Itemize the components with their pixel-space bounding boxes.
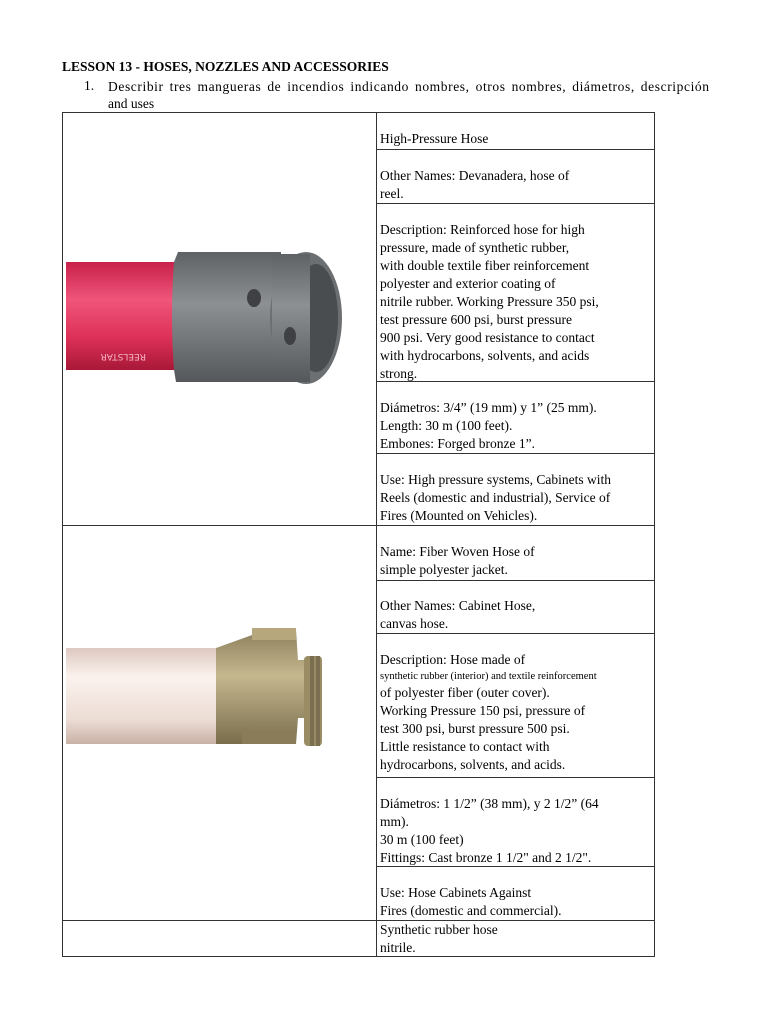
row-divider	[376, 453, 655, 454]
text-line: Length: 30 m (100 feet).	[380, 418, 513, 433]
text-line: test pressure 600 psi, burst pressure	[380, 312, 572, 327]
coupling-hole	[247, 289, 261, 307]
woven-hose-image	[66, 590, 371, 750]
text-line: Other Names: Cabinet Hose,	[380, 598, 536, 613]
text-line: Diámetros: 1 1/2” (38 mm), y 2 1/2” (64	[380, 796, 599, 811]
hose1-description	[380, 221, 650, 383]
high-pressure-hose-image	[66, 246, 371, 386]
coupling-hole	[284, 327, 296, 345]
row-divider	[376, 633, 655, 634]
hose2-description	[380, 651, 650, 774]
row-divider	[376, 203, 655, 204]
lesson-title: LESSON 13 - HOSES, NOZZLES AND ACCESSORIES	[62, 59, 389, 74]
text-line: hydrocarbons, solvents, and acids.	[380, 757, 566, 772]
text-line: Little resistance to contact with	[380, 739, 550, 754]
row-divider	[376, 777, 655, 778]
text-line: Diámetros: 3/4” (19 mm) y 1” (25 mm).	[380, 400, 597, 415]
coupling-lug	[252, 628, 296, 640]
text-line: 900 psi. Very good resistance to contact	[380, 330, 595, 345]
hose2-other-names	[380, 597, 572, 633]
hose2-diameters	[380, 795, 650, 867]
white-hose-body	[66, 648, 236, 744]
row-divider	[376, 580, 655, 581]
hose2-use	[380, 884, 580, 920]
text-line: Embones: Forged bronze 1”.	[380, 436, 535, 451]
text-line: Use: Hose Cabinets Against	[380, 885, 532, 900]
table-column-divider	[376, 112, 377, 957]
text-line: with hydrocarbons, solvents, and acids	[380, 348, 590, 363]
text-line: reel.	[380, 186, 404, 201]
question-number: 1.	[84, 78, 95, 93]
question-line-1: Describir tres mangueras de incendios indicando nombres, otros nombres, diámetros, descripción	[108, 79, 710, 94]
text-line: synthetic rubber (interior) and textile reinforcement	[380, 671, 597, 682]
coupling-lug	[242, 730, 296, 744]
text-line: Other Names: Devanadera, hose of	[380, 168, 570, 183]
text-line: Fires (domestic and commercial).	[380, 903, 562, 918]
text-line: Fittings: Cast bronze 1 1/2" and 2 1/2".	[380, 850, 592, 865]
hose1-name: High-Pressure Hose	[380, 131, 489, 146]
text-line: polyester and exterior coating of	[380, 276, 556, 291]
text-line: pressure, made of synthetic rubber,	[380, 240, 570, 255]
question-line-2: and uses	[108, 96, 155, 111]
text-line: nitrile.	[380, 940, 416, 955]
text-line: nitrile rubber. Working Pressure 350 psi,	[380, 294, 599, 309]
text-line: Working Pressure 150 psi, pressure of	[380, 703, 586, 718]
text-line: simple polyester jacket.	[380, 562, 508, 577]
text-line: Description: Reinforced hose for high	[380, 222, 585, 237]
hose2-name	[380, 543, 586, 579]
text-line: mm).	[380, 814, 409, 829]
thread-ring	[310, 656, 314, 746]
thread-ring	[316, 656, 320, 746]
text-line: Fires (Mounted on Vehicles).	[380, 508, 538, 523]
grey-coupling	[172, 252, 281, 382]
hose1-diameters	[380, 399, 650, 453]
text-line: test 300 psi, burst pressure 500 psi.	[380, 721, 570, 736]
text-line: Reels (domestic and industrial), Service of	[380, 490, 611, 505]
text-line: Description: Hose made of	[380, 652, 526, 667]
hose-section-divider	[62, 920, 655, 921]
text-line: canvas hose.	[380, 616, 449, 631]
hose-print-text: REELSTAR	[100, 351, 146, 361]
text-line: Use: High pressure systems, Cabinets with	[380, 472, 611, 487]
text-line: 30 m (100 feet)	[380, 832, 464, 847]
text-line: with double textile fiber reinforcement	[380, 258, 590, 273]
text-line: of polyester fiber (outer cover).	[380, 685, 550, 700]
text-line: strong.	[380, 366, 418, 381]
hose3-name	[380, 921, 523, 957]
row-divider	[376, 149, 655, 150]
question-text	[108, 78, 768, 112]
text-line: Name: Fiber Woven Hose of	[380, 544, 535, 559]
hose-section-divider	[62, 525, 655, 526]
hose1-other-names	[380, 167, 600, 203]
coupling-ring	[272, 254, 310, 382]
bronze-coupling	[216, 630, 308, 744]
hose1-use	[380, 471, 650, 525]
text-line: Synthetic rubber hose	[380, 922, 498, 937]
